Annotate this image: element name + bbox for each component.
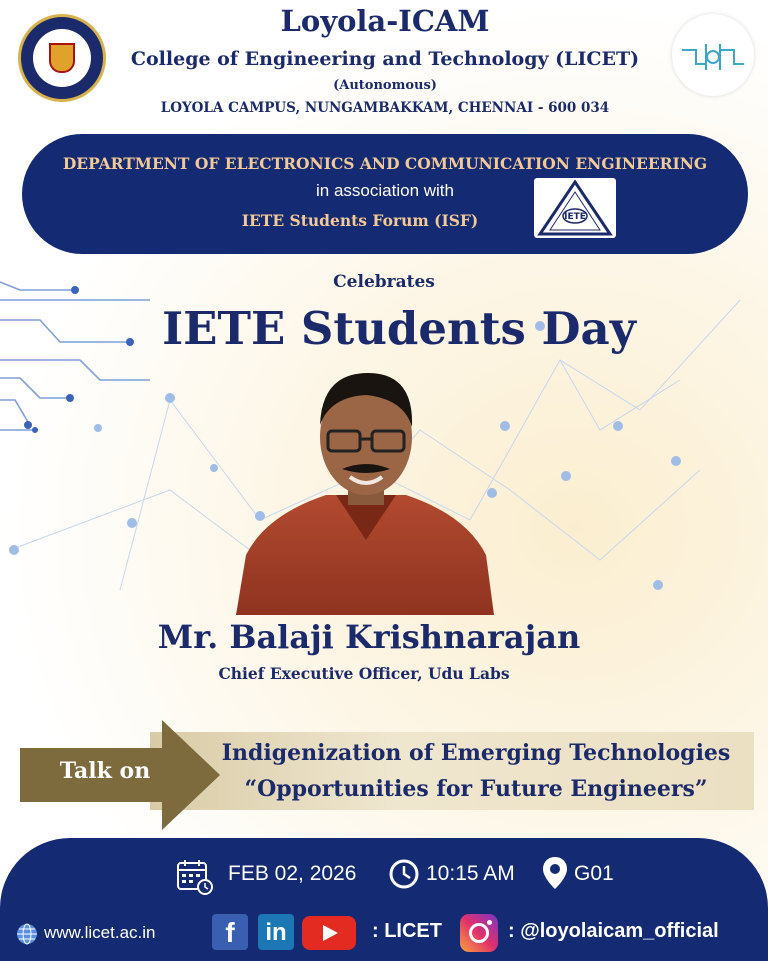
event-time: 10:15 AM bbox=[426, 862, 515, 885]
instagram-icon[interactable] bbox=[460, 914, 498, 952]
department-title: DEPARTMENT OF ELECTRONICS AND COMMUNICATION ENGINEERING bbox=[62, 154, 708, 173]
social-handle: : LICET bbox=[372, 920, 442, 942]
linkedin-icon[interactable]: in bbox=[258, 914, 294, 950]
college-name: College of Engineering and Technology (LICET) bbox=[130, 48, 640, 70]
iete-logo-text: IETE bbox=[564, 212, 586, 222]
website-link[interactable]: www.licet.ac.in bbox=[44, 923, 156, 942]
globe-icon bbox=[16, 923, 38, 945]
speaker-role: Chief Executive Officer, Udu Labs bbox=[218, 664, 510, 683]
ece-department-logo bbox=[672, 14, 754, 96]
facebook-icon[interactable]: f bbox=[212, 914, 248, 950]
institution-name: Loyola-ICAM bbox=[280, 4, 490, 38]
instagram-handle: : @loyolaicam_official bbox=[508, 920, 719, 942]
speaker-name: Mr. Balaji Krishnarajan bbox=[157, 618, 581, 656]
event-date: FEB 02, 2026 bbox=[228, 862, 357, 885]
iete-logo bbox=[534, 178, 616, 238]
forum-name: IETE Students Forum (ISF) bbox=[241, 211, 479, 230]
talk-topic-line1: Indigenization of Emerging Technologies bbox=[221, 740, 731, 766]
calendar-icon bbox=[176, 858, 214, 896]
association-text: in association with bbox=[316, 181, 454, 200]
celebrates-label: Celebrates bbox=[333, 272, 435, 292]
college-address: LOYOLA CAMPUS, NUNGAMBAKKAM, CHENNAI - 600 034 bbox=[160, 100, 610, 116]
talk-label: Talk on bbox=[59, 758, 151, 784]
talk-topic-line2: “Opportunities for Future Engineers” bbox=[244, 776, 708, 802]
event-venue: G01 bbox=[574, 862, 614, 885]
clock-icon bbox=[388, 858, 420, 890]
location-pin-icon bbox=[542, 856, 568, 890]
event-title: IETE Students Day bbox=[162, 302, 636, 355]
youtube-icon[interactable] bbox=[302, 916, 356, 950]
autonomous-label: (Autonomous) bbox=[333, 78, 437, 93]
college-logo bbox=[18, 14, 106, 102]
speaker-photo bbox=[236, 365, 496, 615]
